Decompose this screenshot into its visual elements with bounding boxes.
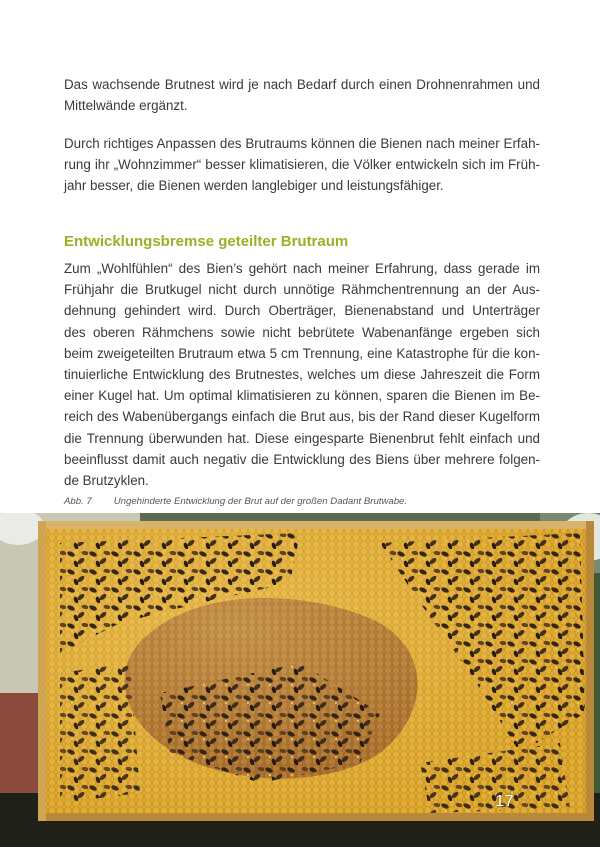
- paragraph-line: Zum „Wohlfühlen“ des Bien’s gehört nach meiner Erfahrung, dass gerade im: [64, 261, 540, 276]
- paragraph-1: [64, 74, 540, 116]
- paragraph-line: beeinflusst damit auch negativ die Entwicklung des Biens über mehrere folgen-: [64, 451, 540, 467]
- paragraph-line: die Trennung überwunden hat. Diese eingesparte Bienenbrut fehlt einfach und: [64, 430, 540, 446]
- paragraph-line: Durch richtiges Anpassen des Brutraums können die Bienen nach meiner Erfah-: [64, 136, 540, 151]
- section-heading: Entwicklungsbremse geteilter Brutraum: [64, 233, 349, 250]
- figure-caption-text: Ungehinderte Entwicklung der Brut auf der großen Dadant Brutwabe.: [113, 496, 408, 507]
- paragraph-3: [64, 258, 540, 491]
- paragraph-line: des oberen Rähmchens sowie nicht bebrütete Wabenanfänge ergeben sich: [64, 324, 540, 340]
- figure-caption: [64, 496, 407, 507]
- paragraph-2: [64, 133, 540, 197]
- paragraph-line: Frühjahr die Brutkugel nicht durch unnötige Rähmchentrennung an der Aus-: [64, 282, 540, 298]
- paragraph-line: de Brutzyklen.: [64, 473, 149, 489]
- page-number: 17: [495, 793, 514, 810]
- paragraph-line: beim zweigeteilten Brutraum etwa 5 cm Trennung, eine Katastrophe für die kon-: [64, 345, 540, 361]
- paragraph-line: jahr besser, die Bienen werden langlebiger und leistungsfähiger.: [64, 178, 444, 194]
- paragraph-line: dehnung gehindert wird. Durch Oberträger, Bienenabstand und Unterträger: [64, 303, 540, 319]
- paragraph-line: einer Kugel hat. Um optimal klimatisieren zu können, sparen die Bienen im Be-: [64, 388, 540, 404]
- paragraph-line: reich des Wabenübergangs einfach die Brut aus, bis der Rand dieser Kugelform: [64, 409, 540, 425]
- paragraph-line: Das wachsende Brutnest wird je nach Bedarf durch einen Drohnenrahmen und: [64, 77, 540, 92]
- paragraph-line: rung ihr „Wohnzimmer“ besser klimatisieren, die Völker entwickeln sich im Früh-: [64, 157, 540, 173]
- paragraph-line: Mittelwände ergänzt.: [64, 98, 188, 114]
- paragraph-line: tinuierliche Entwicklung des Brutnestes, welches um diese Jahreszeit die Form: [64, 367, 540, 383]
- figure-label: Abb. 7: [64, 496, 92, 507]
